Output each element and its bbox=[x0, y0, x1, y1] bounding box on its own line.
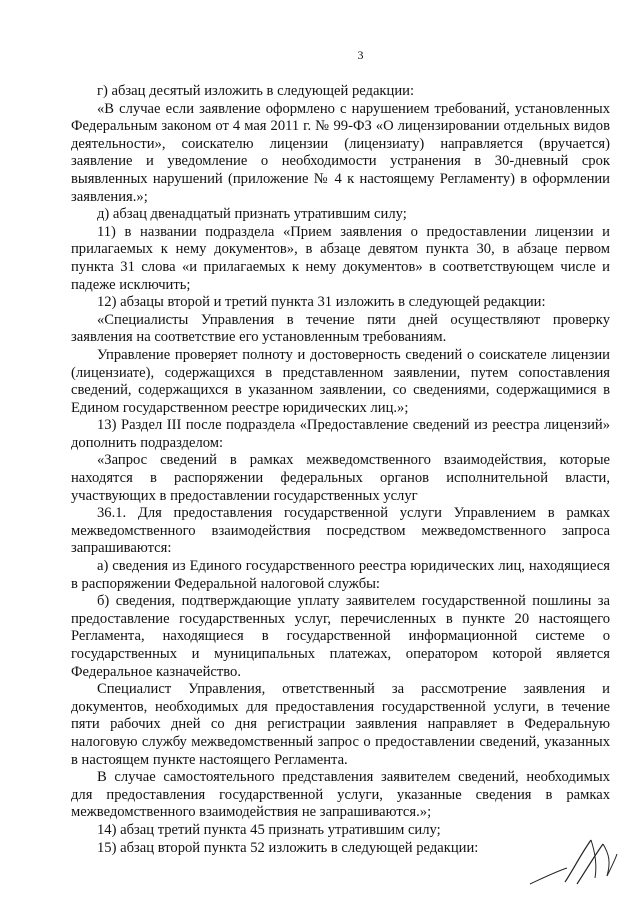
paragraph: «Запрос сведений в рамках межведомственного взаимодействия, которые находятся в распоряжении федеральных органов исполнительной власти, участвующих в предоставлении государственных услуг bbox=[71, 452, 610, 504]
paragraph: 11) в названии подраздела «Прием заявления о предоставлении лицензии и прилагаемых к нему документов», в абзаце девятом пункта 30, в абзаце первом пункта 31 слова «и прилагаемых к нему документов» в соответствующем числе и падеже исключить; bbox=[71, 223, 610, 293]
document-body bbox=[71, 83, 610, 857]
paragraph: «Специалисты Управления в течение пяти дней осуществляют проверку заявления на соответствие его установленным требованиям. bbox=[71, 311, 610, 346]
paragraph: а) сведения из Единого государственного реестра юридических лиц, находящиеся в распоряжении Федеральной налоговой службы: bbox=[71, 558, 610, 592]
paragraph: 13) Раздел III после подраздела «Предоставление сведений из реестра лицензий» дополнить подразделом: bbox=[71, 417, 610, 451]
handwritten-signature bbox=[525, 832, 620, 892]
paragraph: «В случае если заявление оформлено с нарушением требований, установленных Федеральным законом от 4 мая 2011 г. № 99-ФЗ «О лицензировании отдельных видов деятельности», соискателю лицензии (лицензиату) направляется (вручается) заявление и уведомление о необходимости устранения в 30-дневный срок выявленных нарушений (приложение № 4 к настоящему Регламенту) в оформлении заявления.»; bbox=[71, 100, 610, 205]
paragraph: 36.1. Для предоставления государственной услуги Управлением в рамках межведомственного взаимодействия посредством межведомственного запроса запрашиваются: bbox=[71, 505, 610, 557]
paragraph: д) абзац двенадцатый признать утратившим силу; bbox=[97, 206, 407, 223]
paragraph: 15) абзац второй пункта 52 изложить в следующей редакции: bbox=[97, 839, 479, 856]
paragraph: Управление проверяет полноту и достоверность сведений о соискателе лицензии (лицензиате), содержащихся в представленном заявлении, путем сопоставления сведений, содержащихся в указанном заявлении, со сведениями, содержащимися в Едином государственном реестре юридических лиц.»; bbox=[71, 346, 610, 416]
paragraph: Специалист Управления, ответственный за рассмотрение заявления и документов, необходимых для предоставления государственной услуги, в течение пяти рабочих дней со дня регистрации заявления направляет в Федеральную налоговую службу межведомственный запрос о предоставлении сведений, указанных в настоящем пункте настоящего Регламента. bbox=[71, 681, 610, 768]
paragraph: 12) абзацы второй и третий пункта 31 изложить в следующей редакции: bbox=[97, 294, 546, 311]
page-number: 3 bbox=[357, 48, 364, 62]
paragraph: 14) абзац третий пункта 45 признать утратившим силу; bbox=[97, 821, 441, 838]
paragraph: б) сведения, подтверждающие уплату заявителем государственной пошлины за предоставление государственных услуг, перечисленных в пункте 20 настоящего Регламента, находящиеся в государственной информационной системе о государственных и муниципальных платежах, оператором которой является Федеральное казначейство. bbox=[71, 593, 610, 680]
paragraph: г) абзац десятый изложить в следующей редакции: bbox=[97, 83, 415, 99]
paragraph: В случае самостоятельного представления заявителем сведений, необходимых для предоставления государственной услуги, указанные сведения в рамках межведомственного взаимодействия не запрашиваются.»; bbox=[71, 769, 610, 821]
